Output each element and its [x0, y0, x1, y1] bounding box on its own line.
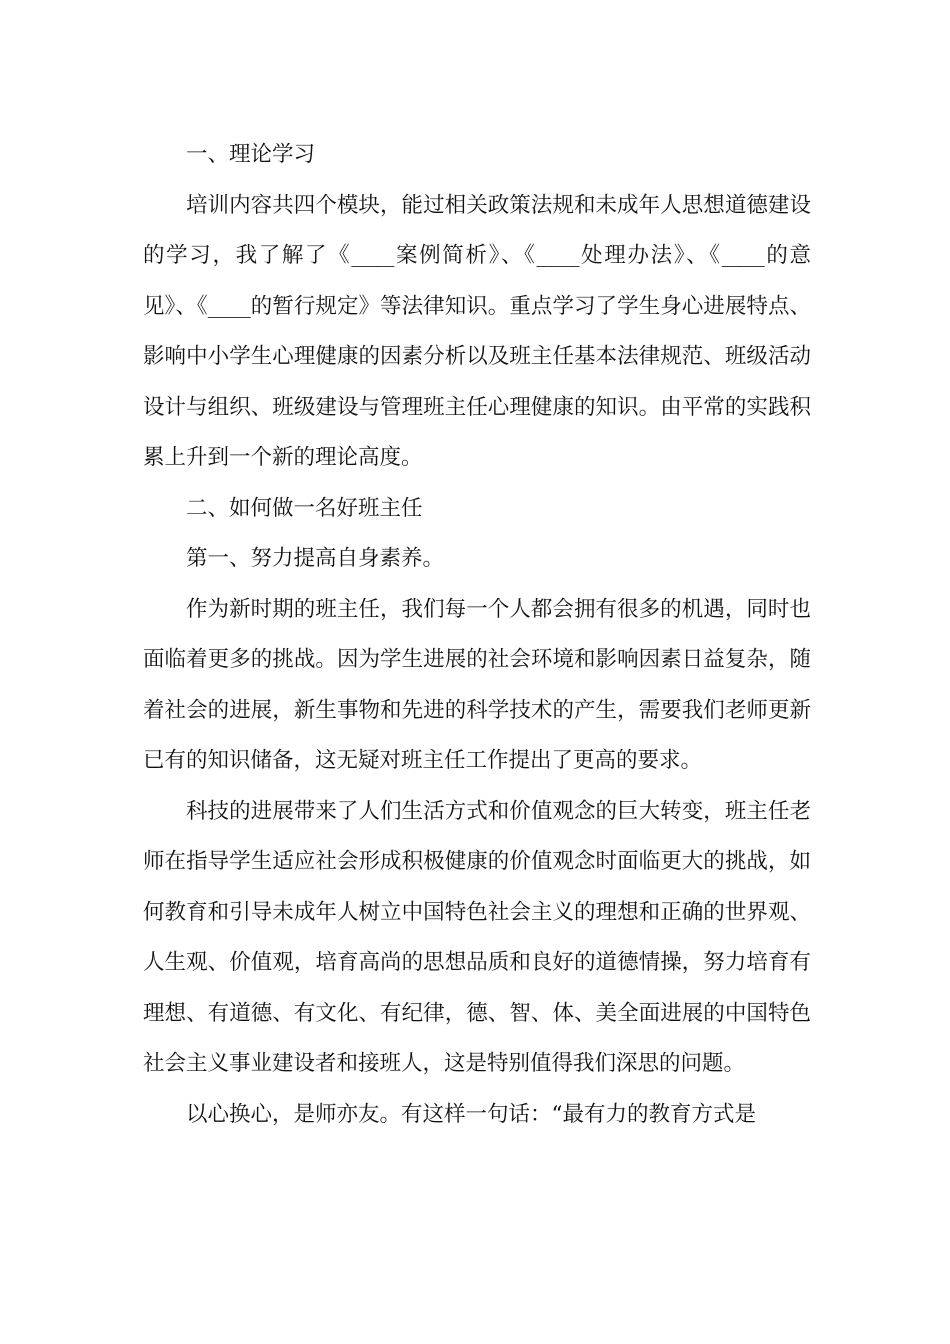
- subheading-improve-self: 第一、努力提高自身素养。: [186, 546, 445, 571]
- paragraph-technology: 科技的进展带来了人们生活方式和价值观念的巨大转变，班主任老师在指导学生适应社会形成积极健康的价值观念时面临更大的挑战，如何教育和引导未成年人树立中国特色社会主义的理想和正确的世界观、人生观、价值观，培育高尚的思想品质和良好的道德情操，努力培育有理想、有道德、有文化、有纪律，德、智、体、美全面进展的中国特色社会主义事业建设者和接班人，这是特别值得我们深思的问题。: [143, 798, 811, 1076]
- section-heading-good-teacher: 二、如何做一名好班主任: [186, 495, 423, 521]
- paragraph-heart-to-heart: 以心换心，是师亦友。有这样一句话：“最有力的教育方式是: [186, 1101, 756, 1127]
- paragraph-training-content: 培训内容共四个模块，能过相关政策法规和未成年人思想道德建设的学习，我了解了《____案例简析》、《____处理办法》、《____的意见》、《____的暂行规定》等法律知识。重点学习了学生身心进展特点、影响中小学生心理健康的因素分析以及班主任基本法律规范、班级活动设计与组织、班级建设与管理班主任心理健康的知识。由平常的实践积累上升到一个新的理论高度。: [143, 192, 811, 470]
- document-body: [143, 130, 811, 1140]
- paragraph-new-era: 作为新时期的班主任，我们每一个人都会拥有很多的机遇，同时也面临着更多的挑战。因为学生进展的社会环境和影响因素日益复杂，随着社会的进展，新生事物和先进的科学技术的产生，需要我们老师更新已有的知识储备，这无疑对班主任工作提出了更高的要求。: [143, 596, 811, 773]
- section-heading-theory: 一、理论学习: [186, 142, 316, 167]
